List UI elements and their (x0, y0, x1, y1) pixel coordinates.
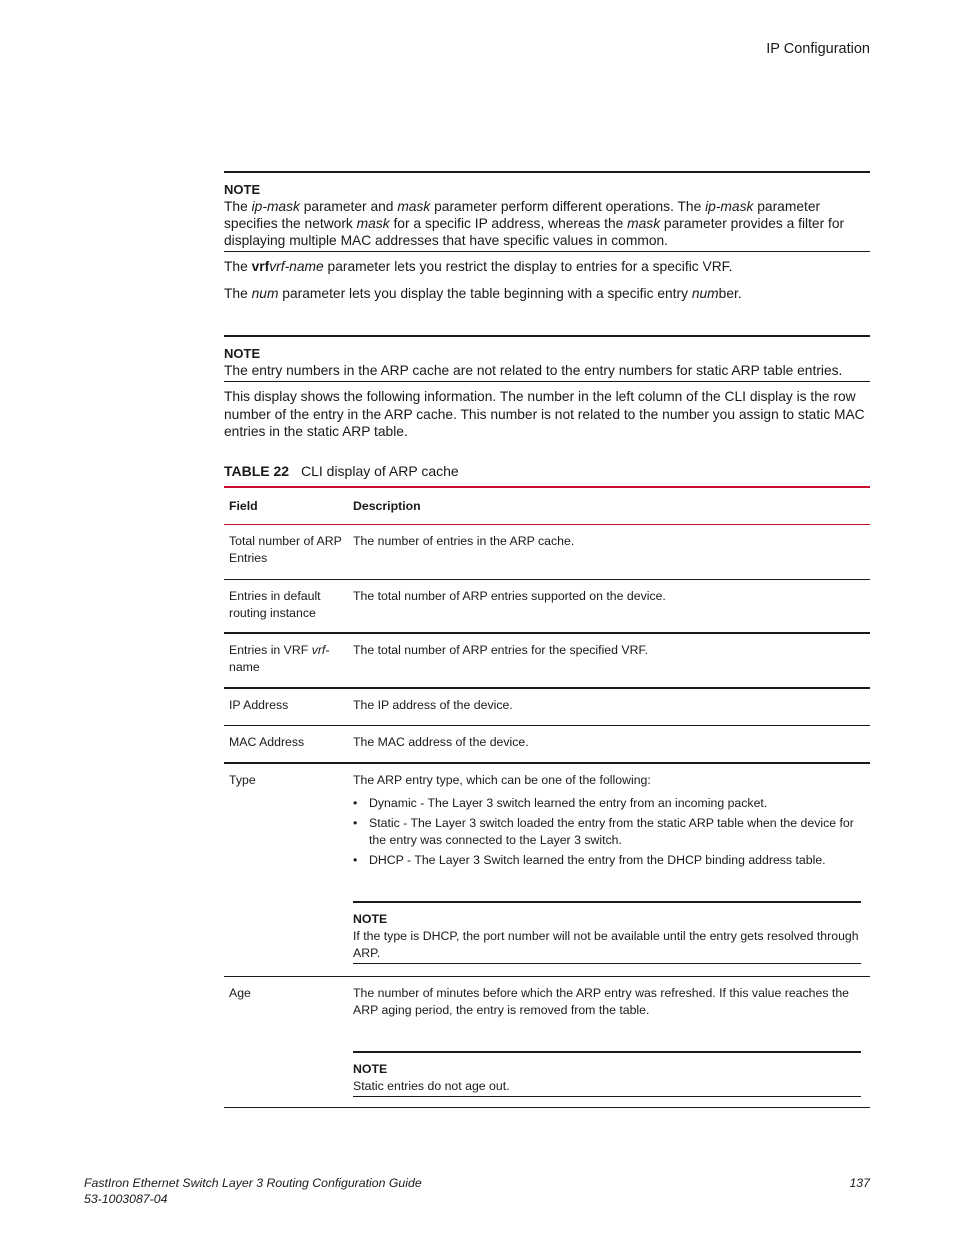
table-caption-text: CLI display of ARP cache (300, 463, 459, 479)
age-note (353, 1051, 861, 1097)
running-header: IP Configuration (766, 41, 870, 57)
column-header-field: Field (229, 498, 258, 513)
note-text: The entry numbers in the ARP cache are not related to the entry numbers for static ARP table entries. (224, 363, 843, 378)
description-cell: The total number of ARP entries for the specified VRF. (353, 643, 649, 657)
footer-doc-number: 53-1003087-04 (84, 1192, 168, 1206)
type-note (353, 901, 861, 964)
age-description: The number of minutes before which the ARP entry was refreshed. If this value reaches the ARP aging period, the entry is removed from the table. (353, 986, 850, 1017)
note-text: If the type is DHCP, the port number will not be available until the entry gets resolved through ARP. (353, 929, 859, 960)
table-row (224, 525, 870, 580)
field-cell: IP Address (229, 698, 289, 712)
note-text: Static entries do not age out. (353, 1079, 510, 1093)
list-item: • Static - The Layer 3 switch loaded the entry from the static ARP table when the device for the entry was connected to the Layer 3 switch. (353, 815, 866, 849)
description-cell: The total number of ARP entries supported on the device. (353, 589, 666, 603)
vrf-parameter-paragraph: The vrfvrf-name parameter lets you restrict the display to entries for a specific VRF. (224, 259, 733, 274)
page-number: 137 (849, 1176, 870, 1190)
field-cell: Entries in VRF vrf-name (229, 643, 330, 674)
num-parameter-paragraph: The num parameter lets you display the table beginning with a specific entry number. (224, 286, 742, 301)
note-title: NOTE (353, 1062, 388, 1076)
page-footer (84, 1175, 870, 1207)
table-row (224, 764, 870, 977)
table-row (224, 634, 870, 689)
list-item: • DHCP - The Layer 3 Switch learned the entry from the DHCP binding address table. (353, 852, 866, 869)
table-caption-label: TABLE 22 (224, 463, 290, 479)
note-ip-mask (224, 171, 870, 252)
field-cell: Age (229, 986, 251, 1000)
column-header-description: Description (353, 498, 421, 513)
field-cell: Type (229, 773, 256, 787)
type-description: The ARP entry type, which can be one of the following: (353, 773, 651, 787)
note-title: NOTE (353, 912, 388, 926)
table-caption (224, 463, 870, 479)
field-cell: Entries in default routing instance (229, 589, 321, 620)
note-title: NOTE (224, 346, 261, 361)
description-cell: The IP address of the device. (353, 698, 513, 712)
description-cell: The MAC address of the device. (353, 735, 529, 749)
note-title: NOTE (224, 182, 261, 197)
type-list (353, 795, 866, 869)
footer-guide-title: FastIron Ethernet Switch Layer 3 Routing Configuration Guide (84, 1176, 422, 1190)
note-entry-numbers (224, 335, 870, 382)
arp-cache-table (224, 486, 870, 1108)
table-header-row (224, 488, 870, 525)
description-cell: The number of entries in the ARP cache. (353, 534, 575, 548)
display-info-paragraph: This display shows the following information. The number in the left column of the CLI display is the row number of the entry in the ARP cache. This number is not related to the number you assign to static MAC entries in the static ARP table. (224, 389, 865, 439)
table-row (224, 977, 870, 1108)
description-cell (353, 764, 870, 976)
table-row (224, 726, 870, 764)
description-cell (353, 977, 870, 1107)
table-row (224, 580, 870, 634)
note-text: The ip-mask parameter and mask parameter perform different operations. The ip-mask parameter specifies the network mask for a specific IP address, whereas the mask parameter provides a filter for displaying multiple MAC addresses that have specific values in common. (224, 199, 845, 248)
field-cell: MAC Address (229, 735, 305, 749)
list-item: • Dynamic - The Layer 3 switch learned the entry from an incoming packet. (353, 795, 866, 812)
table-row (224, 689, 870, 726)
field-cell: Total number of ARP Entries (229, 534, 342, 565)
